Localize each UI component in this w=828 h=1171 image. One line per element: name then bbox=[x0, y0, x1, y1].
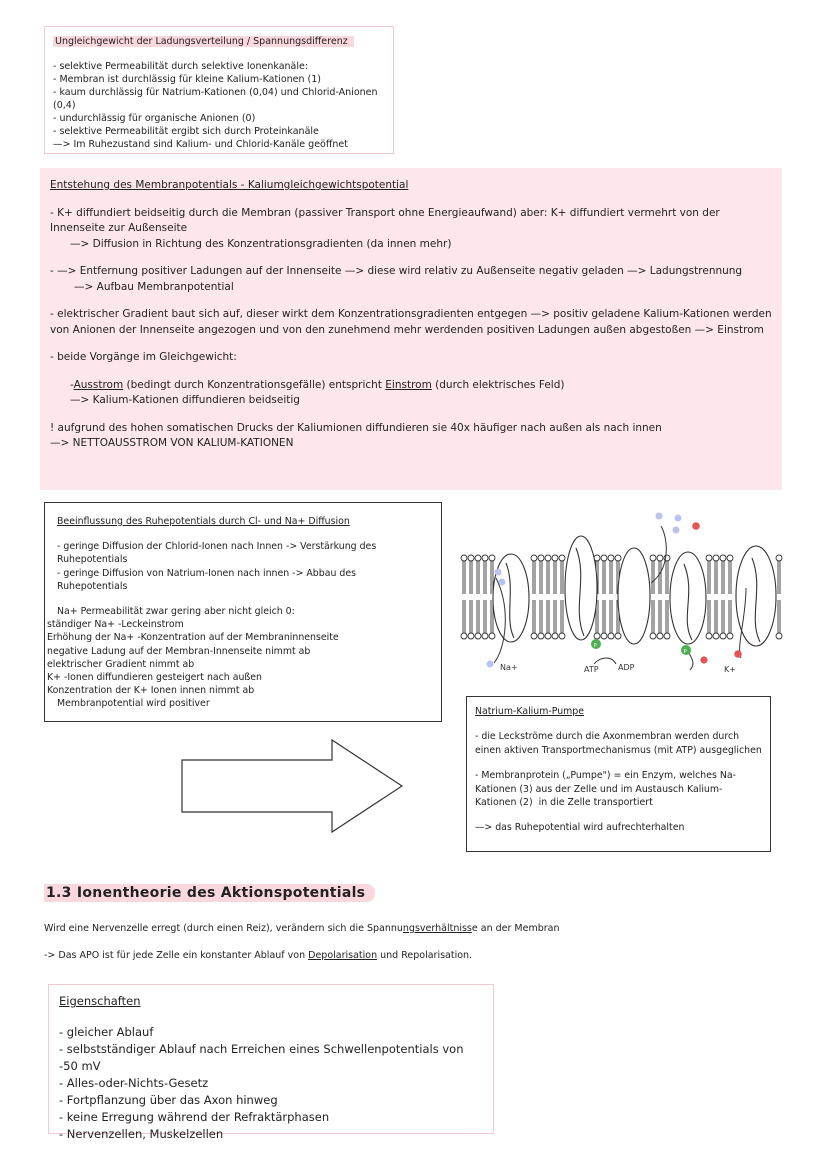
lipid-head bbox=[706, 633, 712, 639]
box2-paragraph: —> Kalium-Kationen diffundieren beidseitig bbox=[70, 394, 300, 406]
box-membranpotential bbox=[40, 168, 782, 490]
potassium-ion bbox=[692, 522, 700, 530]
lipid-head bbox=[713, 633, 719, 639]
box-ruhepotential bbox=[44, 502, 442, 722]
lipid-head bbox=[468, 633, 474, 639]
box4-paragraph: - die Leckströme durch die Axonmembran werden durch einen aktiven Transportmechanismus (mit ATP) ausgeglichen bbox=[475, 731, 762, 756]
lipid-head bbox=[559, 555, 565, 561]
box5-line: - gleicher Ablauf bbox=[59, 1025, 154, 1039]
box1-title: Ungleichgewicht der Ladungsverteilung / Spannungsdifferenz bbox=[53, 36, 354, 47]
box1-line: - selektive Permeabilität durch selektive Ionenkanäle: bbox=[53, 61, 309, 72]
intro-line: Wird eine Nervenzelle erregt (durch einen Reiz), verändern sich die Spannungsverhältnisse an der Membran bbox=[44, 923, 560, 934]
box5-line: - Nervenzellen, Muskelzellen bbox=[59, 1127, 224, 1141]
na-label: Na+ bbox=[500, 663, 518, 672]
box2-paragraph: —> Aufbau Membranpotential bbox=[74, 280, 234, 293]
box2-paragraph: —> NETTOAUSSTROM VON KALIUM-KATIONEN bbox=[50, 437, 294, 449]
box5-line: - Alles-oder-Nichts-Gesetz bbox=[59, 1076, 209, 1090]
protein-3 bbox=[618, 548, 650, 644]
lipid-head bbox=[650, 555, 656, 561]
box2-paragraph: —> Diffusion in Richtung des Konzentrationsgradienten (da innen mehr) bbox=[70, 237, 452, 250]
lipid-head bbox=[531, 555, 537, 561]
lipid-head bbox=[482, 633, 488, 639]
box2-paragraph: -Ausstrom (bedingt durch Konzentrationsgefälle) entspricht Einstrom (durch elektrisches Feld) bbox=[70, 378, 565, 391]
box5-title: Eigenschaften bbox=[59, 994, 141, 1008]
lipid-head bbox=[545, 633, 551, 639]
lipid-head bbox=[615, 555, 621, 561]
section-title: 1.3 Ionentheorie des Aktionspotentials bbox=[44, 884, 375, 902]
lipid-head bbox=[531, 633, 537, 639]
phosphate-label: P bbox=[593, 643, 597, 649]
box1-line: - kaum durchlässig für Natrium-Kationen (0,04) und Chlorid-Anionen (0,4) bbox=[53, 87, 381, 111]
lipid-head bbox=[601, 633, 607, 639]
lipid-head bbox=[776, 633, 782, 639]
box2-title: Entstehung des Membranpotentials - Kaliumgleichgewichtspotential bbox=[50, 179, 409, 191]
box4-paragraph: —> das Ruhepotential wird aufrechterhalten bbox=[475, 822, 685, 834]
box5-line: - keine Erregung während der Refraktärphasen bbox=[59, 1110, 330, 1124]
lipid-head bbox=[720, 633, 726, 639]
box-ladungsverteilung bbox=[44, 26, 394, 154]
box2-paragraph: - beide Vorgänge im Gleichgewicht: bbox=[50, 351, 237, 363]
lipid-head bbox=[468, 555, 474, 561]
potassium-ion bbox=[734, 650, 742, 658]
sodium-ion bbox=[499, 579, 506, 586]
lipid-head bbox=[727, 555, 733, 561]
membrane-pump-diagram bbox=[456, 508, 786, 678]
box5-line: - Fortpflanzung über das Axon hinweg bbox=[59, 1093, 278, 1107]
lipid-head bbox=[461, 633, 467, 639]
box3-line: K+ -Ionen diffundieren gesteigert nach außen bbox=[47, 672, 263, 684]
box3-line: Membranpotential wird positiver bbox=[57, 698, 210, 710]
box3-line: ständiger Na+ -Leckeinstrom bbox=[47, 619, 184, 631]
box3-title: Beeinflussung des Ruhepotentials durch Cl- und Na+ Diffusion bbox=[57, 516, 350, 527]
lipid-head bbox=[657, 555, 663, 561]
potassium-ion bbox=[700, 656, 707, 663]
lipid-head bbox=[601, 555, 607, 561]
lipid-head bbox=[552, 555, 558, 561]
lipid-head bbox=[727, 633, 733, 639]
k-label: K+ bbox=[724, 665, 736, 674]
channel-proteins bbox=[493, 536, 776, 646]
box3-line: negative Ladung auf der Membran-Innenseite nimmt ab bbox=[47, 645, 311, 657]
box1-line: - undurchlässig für organische Anionen (0) bbox=[53, 113, 256, 124]
lipid-head bbox=[475, 633, 481, 639]
atp-label: ATP bbox=[584, 665, 599, 674]
lipid-head bbox=[615, 633, 621, 639]
box2-paragraph: - —> Entfernung positiver Ladungen auf der Innenseite —> diese wird relativ zu Außenseite negativ geladen —> Ladungstrennung bbox=[50, 265, 743, 277]
lipid-head bbox=[594, 633, 600, 639]
einstrom-term: Einstrom bbox=[385, 378, 432, 391]
box-natrium-kalium-pumpe bbox=[466, 696, 771, 852]
sodium-ion bbox=[495, 569, 502, 576]
lipid-head bbox=[706, 555, 712, 561]
apo-line: -> Das APO ist für jede Zelle ein konstanter Ablauf von Depolarisation und Repolarisation. bbox=[44, 950, 473, 961]
box1-line: - selektive Permeabilität ergibt sich durch Proteinkanäle bbox=[53, 126, 319, 137]
sodium-ion bbox=[675, 515, 682, 522]
lipid-head bbox=[650, 633, 656, 639]
phosphate-label: P bbox=[683, 649, 687, 655]
box2-paragraph: ! aufgrund des hohen somatischen Drucks der Kaliumionen diffundieren sie 40x häufiger nach außen als nach innen bbox=[50, 421, 662, 434]
box3-line: - geringe Diffusion von Natrium-Ionen nach innen -> Abbau des Ruhepotentials bbox=[57, 567, 359, 592]
box1-line: —> Im Ruhezustand sind Kalium- und Chlorid-Kanäle geöffnet bbox=[53, 139, 348, 150]
lipid-head bbox=[552, 633, 558, 639]
lipid-head bbox=[559, 633, 565, 639]
box2-paragraph: - K+ diffundiert beidseitig durch die Membran (passiver Transport ohne Energieaufwand) aber: K+ diffundiert vermehrt von der Innenseite zur Außenseite bbox=[50, 206, 724, 234]
lipid-head bbox=[608, 555, 614, 561]
lipid-head bbox=[713, 555, 719, 561]
box3-line: Erhöhung der Na+ -Konzentration auf der Membraninnenseite bbox=[47, 632, 339, 644]
lipid-head bbox=[489, 633, 495, 639]
lipid-head bbox=[664, 633, 670, 639]
box4-paragraph: - Membranprotein („Pumpe") = ein Enzym, welches Na-Kationen (3) aus der Zelle und im Austausch Kalium-Kationen (2) in die Zelle transportiert bbox=[475, 770, 737, 809]
lipid-head bbox=[657, 633, 663, 639]
box2-paragraph: - elektrischer Gradient baut sich auf, dieser wirkt dem Konzentrationsgradienten entgegen —> positiv geladene Kalium-Kationen werden von Anionen der Innenseite angezogen und von den zunehmend mehr werdenden positiven Ladungen außen abgestoßen —> Einstrom bbox=[50, 308, 776, 336]
lipid-head bbox=[608, 633, 614, 639]
adp-label: ADP bbox=[618, 663, 635, 672]
ausstrom-term: Ausstrom bbox=[73, 378, 124, 391]
atp-arrow bbox=[594, 658, 616, 664]
lipid-head bbox=[545, 555, 551, 561]
lipid-head bbox=[461, 555, 467, 561]
sodium-ion bbox=[673, 527, 680, 534]
lipid-head bbox=[538, 633, 544, 639]
box5-line: - selbstständiger Ablauf nach Erreichen eines Schwellenpotentials von -50 mV bbox=[59, 1042, 468, 1073]
sodium-ion bbox=[656, 513, 663, 520]
sodium-ion bbox=[487, 661, 494, 668]
lipid-head bbox=[475, 555, 481, 561]
lipid-head bbox=[776, 555, 782, 561]
box3-line: Na+ Permeabilität zwar gering aber nicht gleich 0: bbox=[57, 606, 295, 618]
lipid-head bbox=[538, 555, 544, 561]
box4-title: Natrium-Kalium-Pumpe bbox=[475, 706, 585, 717]
lipid-head bbox=[720, 555, 726, 561]
lipid-head bbox=[482, 555, 488, 561]
lipid-head bbox=[489, 555, 495, 561]
box-eigenschaften bbox=[48, 984, 494, 1141]
right-arrow-icon bbox=[180, 738, 406, 834]
box3-line: Konzentration der K+ Ionen innen nimmt ab bbox=[47, 685, 255, 697]
box1-line: - Membran ist durchlässig für kleine Kalium-Kationen (1) bbox=[53, 74, 322, 85]
box3-line: - geringe Diffusion der Chlorid-Ionen nach Innen -> Verstärkung des Ruhepotentials bbox=[57, 541, 380, 566]
box3-line: elektrischer Gradient nimmt ab bbox=[47, 658, 195, 670]
